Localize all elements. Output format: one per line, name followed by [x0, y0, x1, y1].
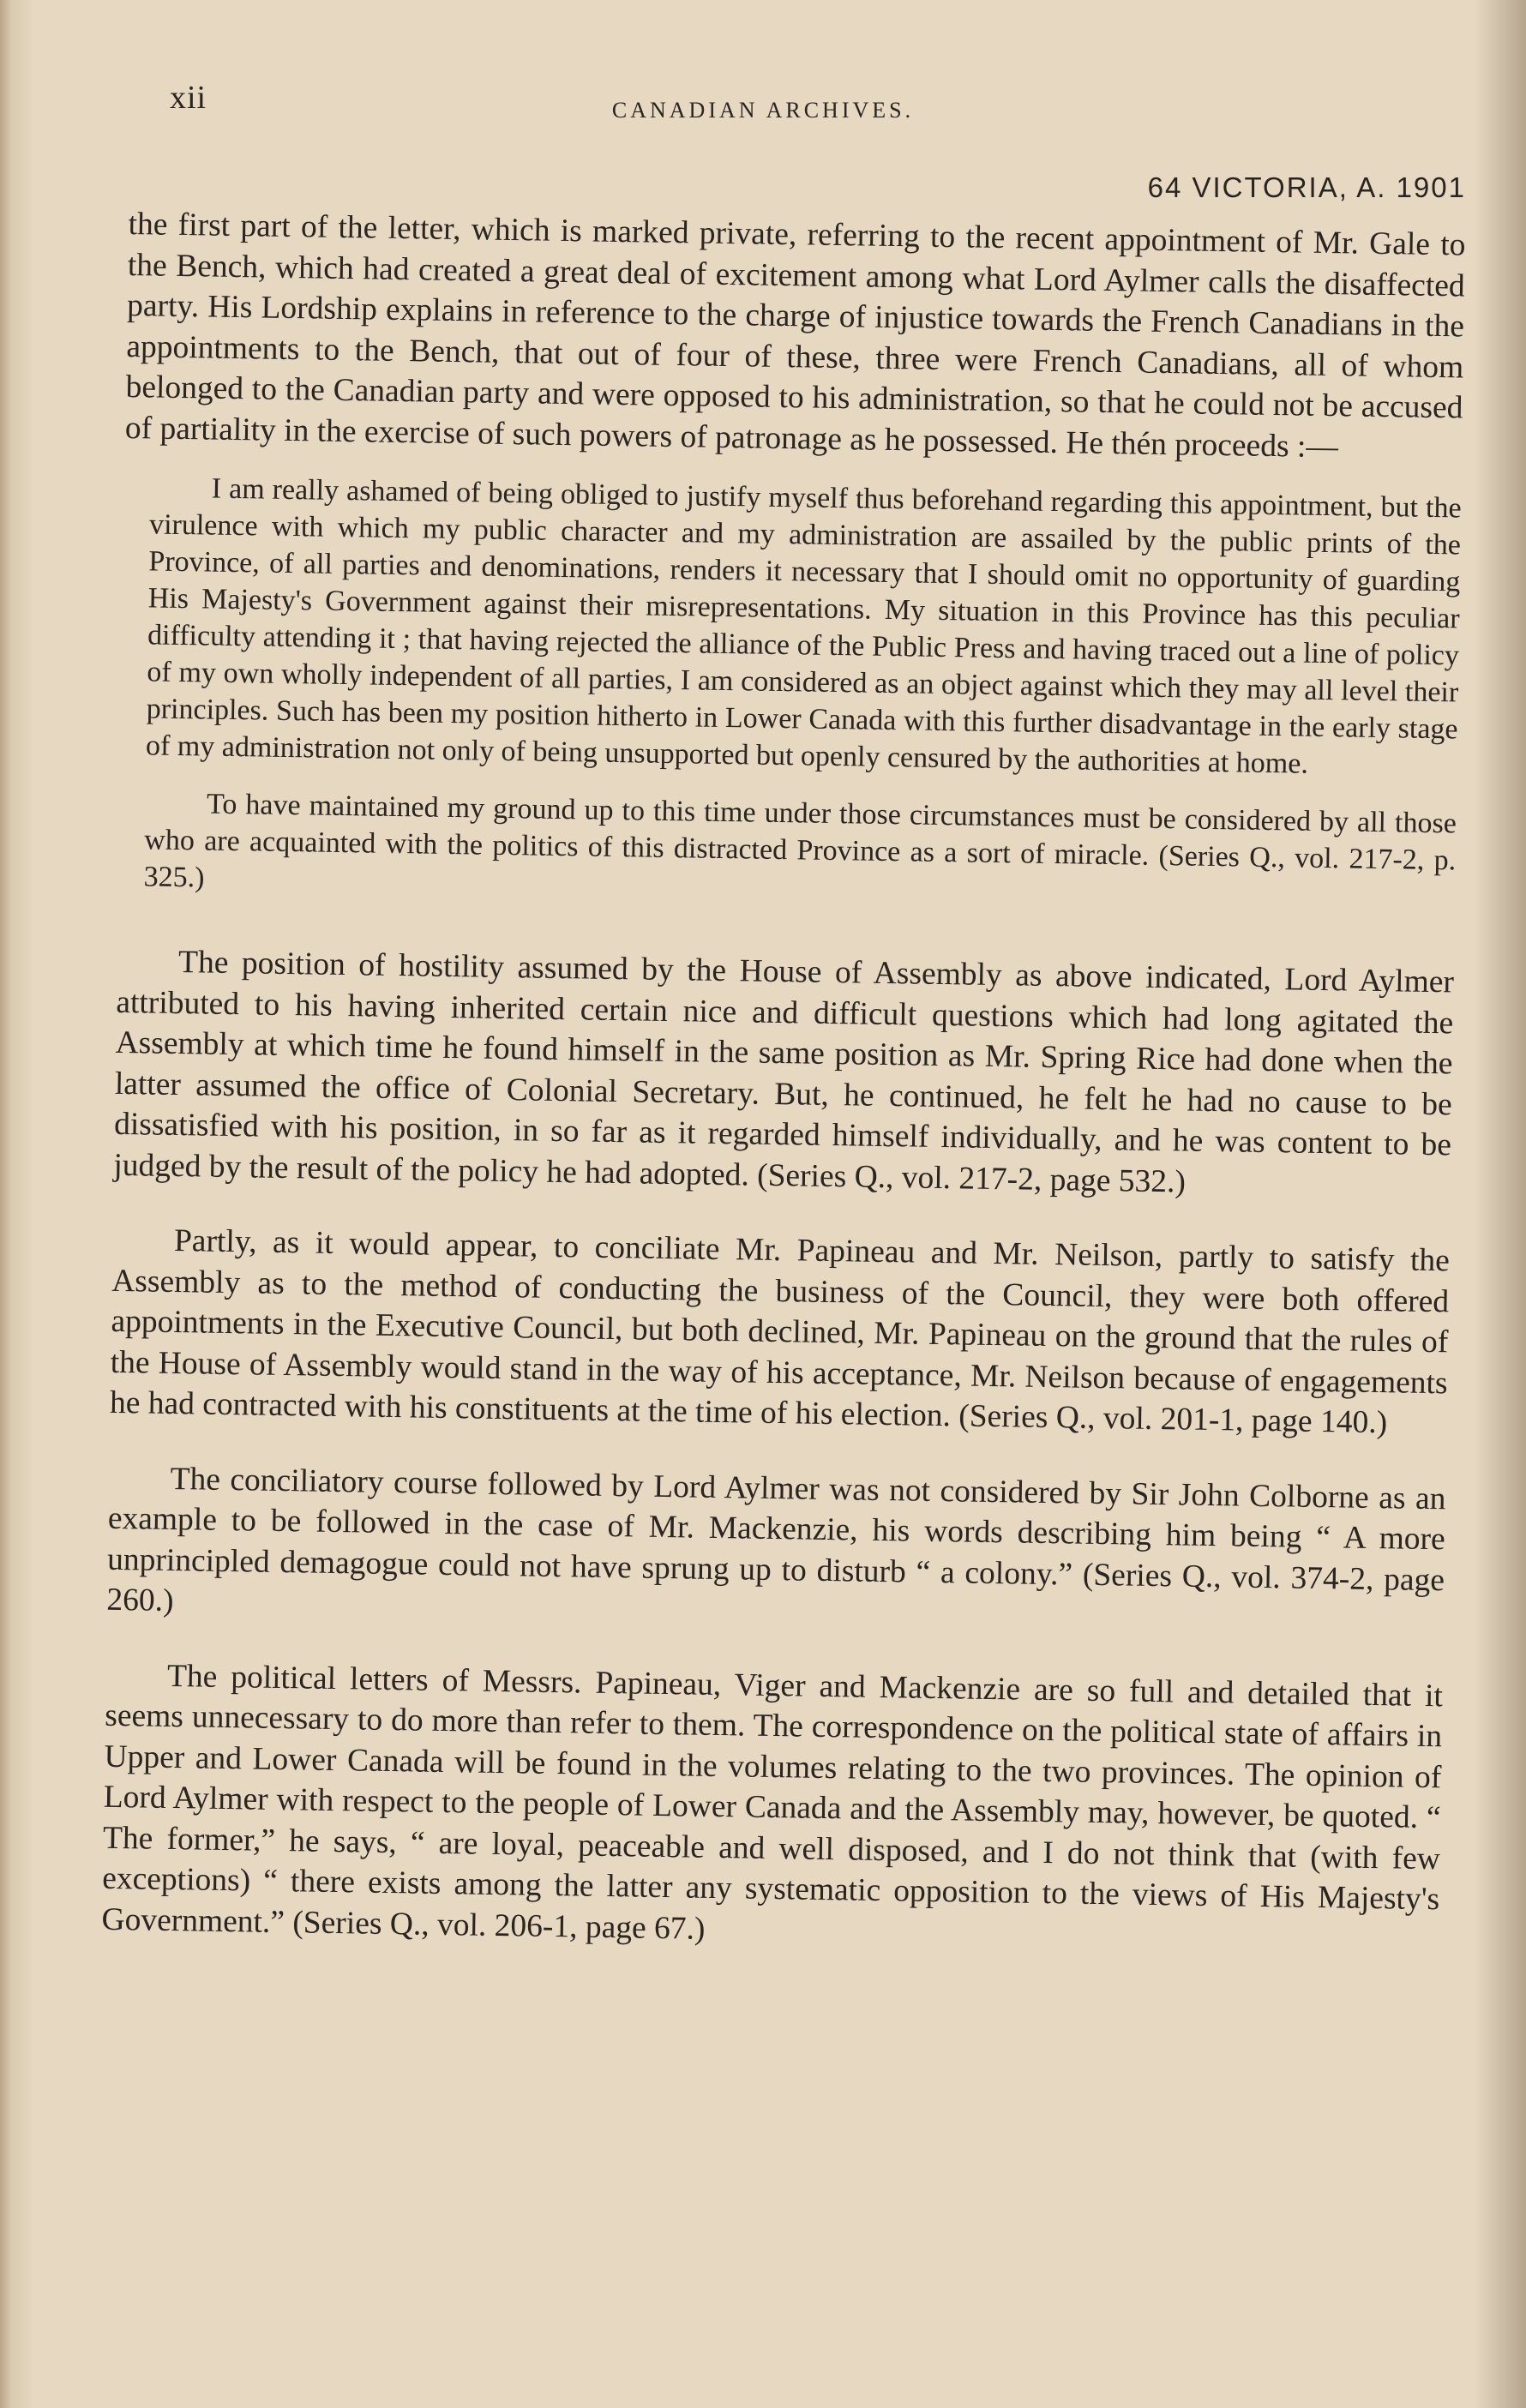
paragraph-continuation: the first part of the letter, which is marked private, referring to the recent appointment of Mr. Gale to the Bench, which had created a great deal of excitement among what Lord Aylmer calls the disaffected party. His Lordship explains in reference to the charge of injustice towards the French Canadians in the appointments to the Bench, that out of four of these, three were French Canadians, all of whom belonged to the Canadian party and were opposed to his administration, so that he could not be accused of partiality in the exercise of such powers of patronage as he possessed. He thén proceeds :—	[124, 206, 1466, 465]
paragraph-political-letters: The political letters of Messrs. Papineau, Viger and Mackenzie are so full and detailed that it seems unnecessary to do more than refer to them. The correspondence on the political state of affairs in Upper and Lower Canada will be found in the volumes relating to the two provinces. The opinion of Lord Aylmer with respect to the people of Lower Canada and the Assembly may, however, be quoted. “ The former,” he says, “ are loyal, peaceable and well disposed, and I do not think that (with few exceptions) “ there exists among the latter any systematic opposition to the views of His Majesty's Government.” (Series Q., vol. 206-1, page 67.)	[101, 1658, 1444, 1947]
quoted-letter-paragraph-1: I am really ashamed of being obliged to justify myself thus beforehand regarding this appointment, but the virulence with which my public character and my administration are assailed by the public prints of the Province, of all parties and denominations, renders it necessary that I should omit no opportunity of guarding His Majesty's Government against their misrepresentations. My situation in this Province has this peculiar difficulty attending it ; that having rejected the alliance of the Public Press and having traced out a line of policy of my own wholly independent of all parties, I am considered as an object against which they may all level their principles. Such has been my position hitherto in Lower Canada with this further disadvantage in the early stage of my administration not only of being unsupported but openly censured by the authorities at home.	[145, 472, 1462, 780]
paragraph-colborne-mackenzie: The conciliatory course followed by Lord Aylmer was not considered by Sir John Colborne as an example to be followed in the case of Mr. Mackenzie, his words describing him being “ A more unprincipled demagogue could not have sprung up to disturb “ a colony.” (Series Q., vol. 374-2, page 260.)	[106, 1461, 1446, 1619]
page-folio: xii	[170, 80, 207, 116]
quoted-letter-paragraph-2: To have maintained my ground up to this time under those circumstances must be considered by all those who are acquainted with the politics of this distracted Province as a sort of miracle. (Series Q., vol. 217-2, p. 325.)	[143, 788, 1457, 894]
paragraph-executive-council: Partly, as it would appear, to conciliate Mr. Papineau and Mr. Neilson, partly to satisfy the Assembly as to the method of conducting the business of the Council, they were both offered appointments in the Executive Council, but both declined, Mr. Papineau on the ground that the rules of the House of Assembly would stand in the way of his acceptance, Mr. Neilson because of engagements he had contracted with his constituents at the time of his election. (Series Q., vol. 201-1, page 140.)	[109, 1222, 1451, 1441]
paragraph-assembly-hostility: The position of hostility assumed by the House of Assembly as above indicated, Lord Aylmer attributed to his having inherited certain nice and difficult questions which had long agitated the Assembly at which time he found himself in the same position as Mr. Spring Rice had done when the latter assumed the office of Colonial Secretary. But, he continued, he felt he had no cause to be dissatisfied with his position, in so far as it regarded himself individually, and he was content to be judged by the result of the policy he had adopted. (Series Q., vol. 217-2, page 532.)	[113, 945, 1455, 1200]
body-text	[101, 204, 1466, 1961]
running-head: CANADIAN ARCHIVES.	[611, 98, 915, 123]
session-reference: 64 VICTORIA, A. 1901	[1147, 171, 1466, 203]
page-binding-edge	[0, 0, 12, 2408]
